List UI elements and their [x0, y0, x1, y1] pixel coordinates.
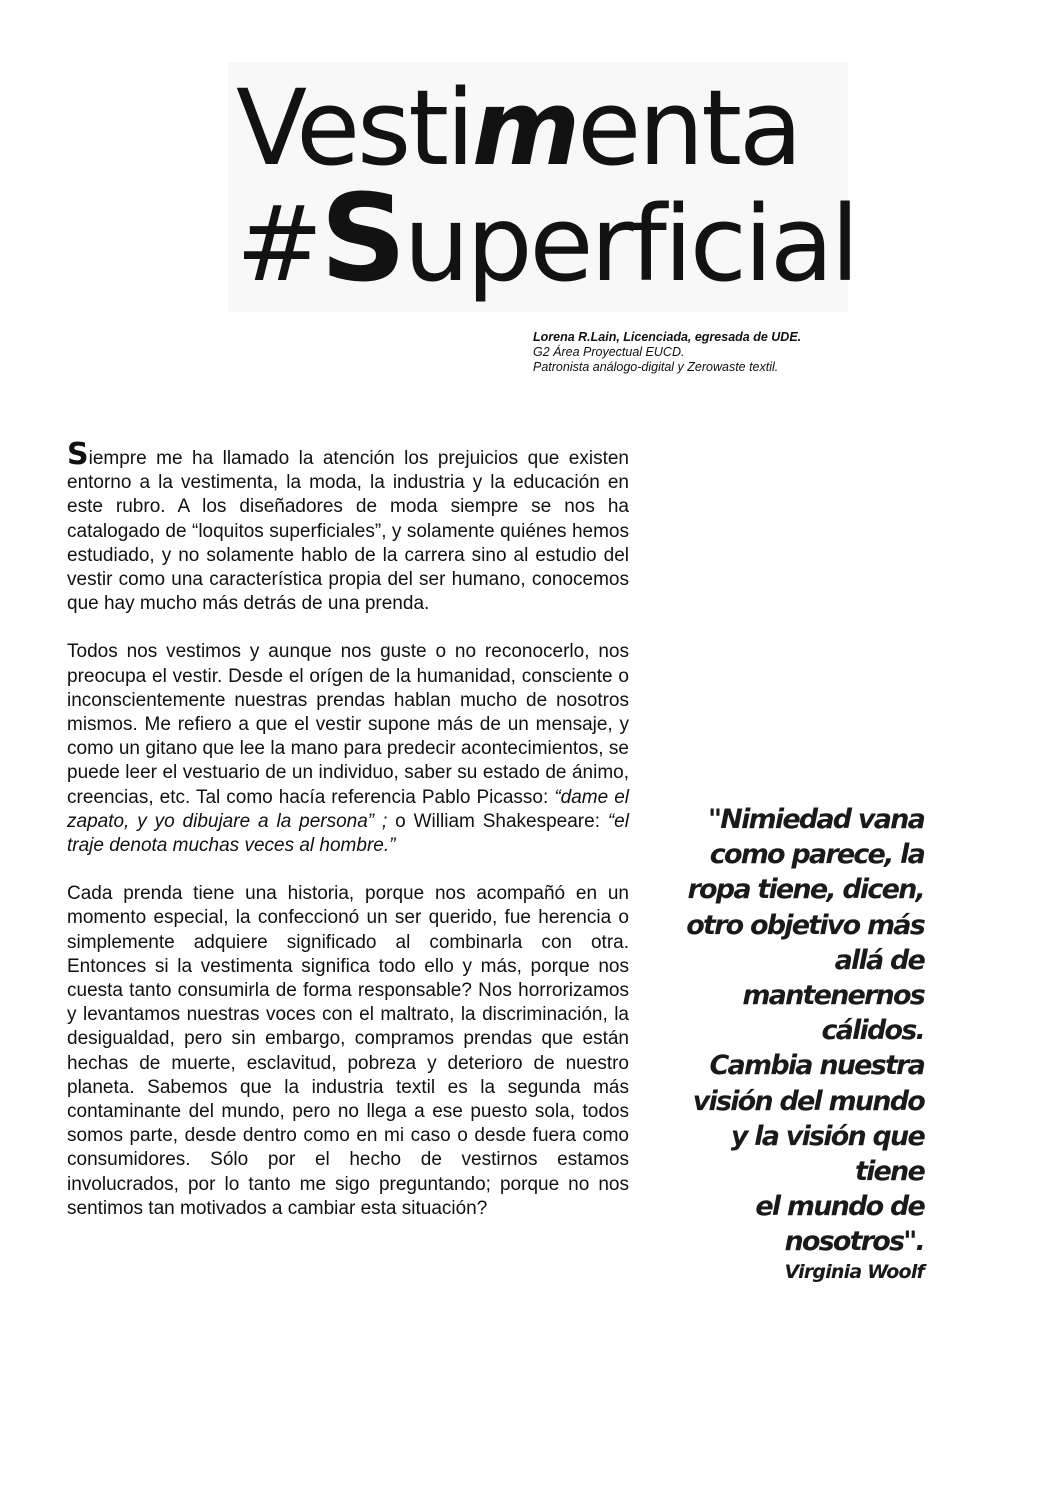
- quote-line: nosotros".: [784, 1226, 924, 1258]
- article-paragraph-3: [67, 882, 629, 1221]
- paragraph-text: o William Shakespeare:: [387, 810, 608, 832]
- pull-quote: [650, 802, 924, 1284]
- paragraph-text: iempre me ha llamado la atención los prejuicios que existen entorno a la vestimenta, la moda, la industria y la educación en este rubro. A los diseñadores de moda siempre se nos ha catalogado de “loquitos superficiales”, y solamente quiénes hemos estudiado, y no solamente hablo de la carrera sino al estudio del vestir como una característica propia del ser humano, conocemos que hay mucho más detrás de una prenda.: [67, 448, 629, 615]
- paragraph-text: Todos nos vestimos y aunque nos guste o no reconocerlo, nos preocupa el vestir. Desde el orígen de la humanidad, consciente o inconscientemente nuestras prendas hablan mucho de nosotros mismos. Me refiero a que el vestir supone más de un mensaje, y como un gitano que lee la mano para predecir acontecimientos, se puede leer el vestuario de un individuo, saber su estado de ánimo, creencias, etc. Tal como hacía referencia Pablo Picasso:: [67, 641, 629, 808]
- quote-line: Cambia nuestra: [709, 1050, 924, 1082]
- quote-line: tiene: [854, 1156, 924, 1188]
- title-block: [228, 62, 857, 312]
- title-part: uperficial: [403, 183, 857, 305]
- quote-line: el mundo de: [755, 1191, 924, 1223]
- quote-author: Virginia Woolf: [784, 1260, 924, 1283]
- title-line-1: [236, 67, 800, 189]
- byline-line: G2 Área Proyectual EUCD.: [533, 345, 685, 359]
- article-paragraph-2: [67, 640, 629, 858]
- inline-quote-picasso: “dame el zapato, y yo dibujare a la persona” ;: [67, 786, 630, 832]
- author-byline: [533, 330, 973, 375]
- quote-line: ropa tiene, dicen,: [687, 874, 924, 906]
- quote-line: mantenernos: [742, 980, 924, 1012]
- quote-line: visión del mundo: [692, 1085, 924, 1117]
- title-part: Vesti: [236, 67, 472, 189]
- title-hash: #: [236, 183, 321, 305]
- byline-name: Lorena R.Lain, Licenciada, egresada de UDE.: [533, 330, 802, 344]
- quote-line: "Nimiedad vana: [708, 804, 924, 835]
- paragraph-text: Cada prenda tiene una historia, porque nos acompañó en un momento especial, la confeccionó un ser querido, fue herencia o simplemente adquiere significado al combinarla con otra. Entonces si la vestimenta significa todo ello y más, porque nos cuesta tanto consumirla de forma responsable? Nos horrorizamos y levantamos nuestras voces con el maltrato, la discriminación, la desigualdad, pero sin embargo, compramos prendas que están hechas de muerte, esclavitud, pobreza y deterioro de nuestro planeta. Sabemos que la industria textil es la segunda más contaminante del mundo, pero no llega a ese puesto sola, todos somos parte, desde dentro como en mi caso o desde fuera como consumidores. Sólo por el hecho de vestirnos estamos involucrados, por lo tanto me sigo preguntando; porque no nos sentimos tan motivados a cambiar esta situación?: [67, 883, 629, 1219]
- article-body: [67, 437, 630, 1245]
- quote-line: allá de: [834, 944, 924, 976]
- title-accent-letter: m: [471, 67, 578, 189]
- quote-line: cálidos.: [821, 1015, 924, 1047]
- drop-cap: S: [67, 437, 89, 472]
- title-line-2: [236, 170, 857, 309]
- quote-line: otro objetivo más: [686, 909, 924, 941]
- inline-quote-shakespeare: “el traje denota muchas veces al hombre.”: [67, 810, 629, 857]
- title-part: enta: [577, 67, 800, 189]
- quote-line: y la visión que: [730, 1120, 924, 1152]
- article-paragraph-1: [67, 437, 629, 616]
- title-accent-letter: S: [320, 170, 404, 309]
- quote-line: como parece, la: [709, 839, 924, 871]
- byline-line: Patronista análogo-digital y Zerowaste textil.: [533, 360, 779, 374]
